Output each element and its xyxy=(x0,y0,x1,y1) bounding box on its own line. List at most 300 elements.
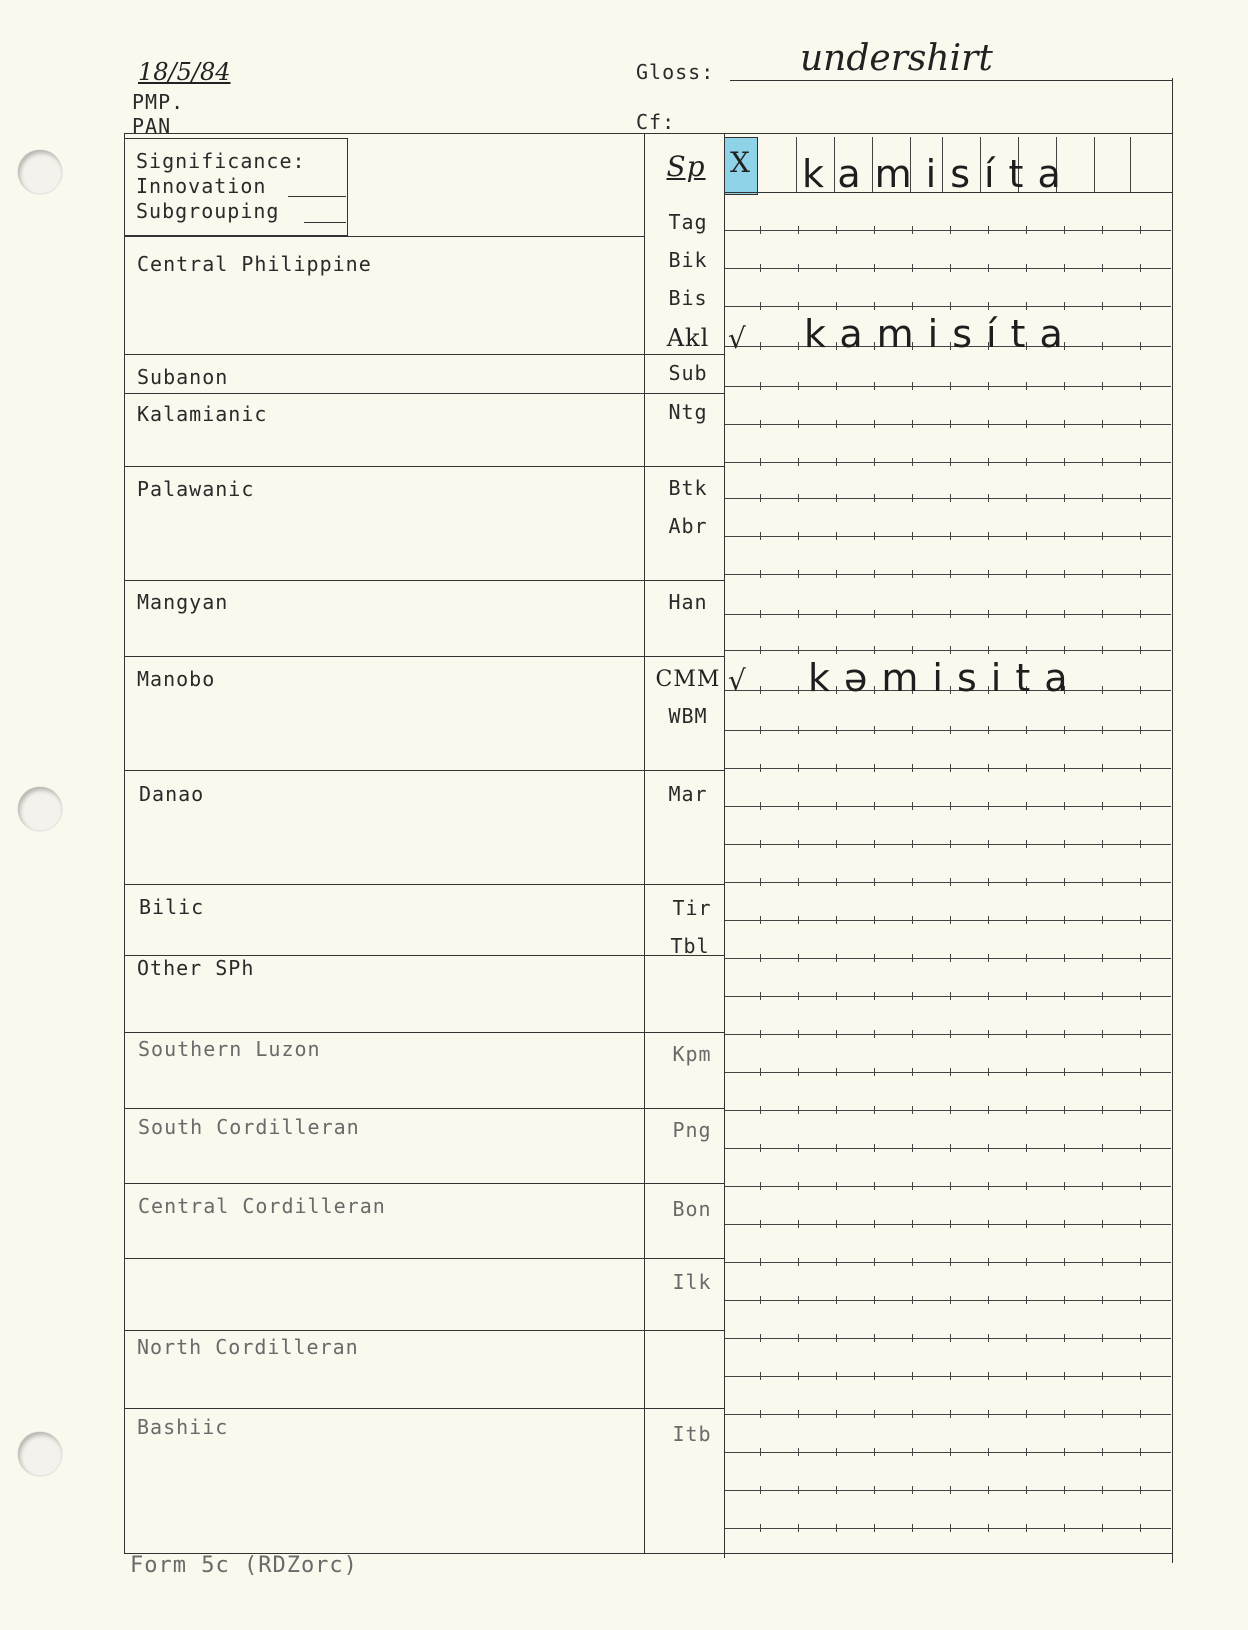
ruled-line-tick xyxy=(988,878,989,886)
ruled-line-tick xyxy=(874,458,875,466)
ruled-line-tick xyxy=(912,1410,913,1418)
ruled-line-tick xyxy=(1102,840,1103,848)
ruled-line-tick xyxy=(798,1524,799,1532)
ruled-line-tick xyxy=(798,420,799,428)
ruled-line xyxy=(725,806,1171,807)
ruled-line-tick xyxy=(1064,840,1065,848)
ruled-line xyxy=(725,1376,1171,1377)
language-abbr: Bis xyxy=(668,286,708,310)
ruled-line-tick xyxy=(950,532,951,540)
ruled-line-tick xyxy=(1064,1486,1065,1494)
ruled-line-tick xyxy=(1026,992,1027,1000)
ruled-line-tick xyxy=(760,840,761,848)
ruled-line-tick xyxy=(988,764,989,772)
ruled-line-tick xyxy=(912,726,913,734)
ruled-line-tick xyxy=(874,1106,875,1114)
ruled-line xyxy=(725,1072,1171,1073)
ruled-line-tick xyxy=(836,646,837,654)
ruled-line-tick xyxy=(760,420,761,428)
ruled-line-tick xyxy=(912,1524,913,1532)
ruled-line-tick xyxy=(836,1372,837,1380)
ruled-line-tick xyxy=(836,610,837,618)
group-separator xyxy=(124,580,724,581)
ruled-line-tick xyxy=(912,1448,913,1456)
ruled-line-tick xyxy=(950,646,951,654)
ruled-line-tick xyxy=(760,1182,761,1190)
ruled-line-tick xyxy=(836,1144,837,1152)
ruled-line xyxy=(725,844,1171,845)
ruled-line-tick xyxy=(760,686,761,694)
group-label: Central Cordilleran xyxy=(138,1194,386,1218)
ruled-line-tick xyxy=(1026,1220,1027,1228)
letter-cell-divider xyxy=(1094,137,1095,193)
language-abbr: Han xyxy=(668,590,708,614)
ruled-line-tick xyxy=(950,264,951,272)
ruled-line-tick xyxy=(912,1068,913,1076)
ruled-line-tick xyxy=(1102,302,1103,310)
ruled-line-tick xyxy=(1026,878,1027,886)
ruled-line-tick xyxy=(874,1486,875,1494)
ruled-line-tick xyxy=(1102,342,1103,350)
ruled-line-tick xyxy=(1140,1068,1141,1076)
ruled-line-tick xyxy=(760,1448,761,1456)
ruled-line-tick xyxy=(798,1182,799,1190)
ruled-line-tick xyxy=(950,1106,951,1114)
language-abbr: Ilk xyxy=(672,1270,712,1294)
ruled-line-tick xyxy=(1140,646,1141,654)
ruled-line-tick xyxy=(874,764,875,772)
ruled-line-tick xyxy=(760,916,761,924)
ruled-line-tick xyxy=(988,532,989,540)
ruled-line-tick xyxy=(798,610,799,618)
ruled-line-tick xyxy=(798,1372,799,1380)
language-abbr: Bik xyxy=(668,248,708,272)
ruled-line-tick xyxy=(1102,646,1103,654)
ruled-line-tick xyxy=(1102,992,1103,1000)
ruled-line-tick xyxy=(1026,264,1027,272)
ruled-line-tick xyxy=(988,302,989,310)
ruled-line-tick xyxy=(912,764,913,772)
ruled-line-tick xyxy=(1102,494,1103,502)
language-abbr: CMM xyxy=(655,667,721,692)
ruled-line-tick xyxy=(1064,1068,1065,1076)
ruled-line-tick xyxy=(1064,302,1065,310)
language-abbr: Tbl xyxy=(670,934,710,958)
ruled-line-tick xyxy=(1102,878,1103,886)
ruled-line-tick xyxy=(988,420,989,428)
language-abbr: Abr xyxy=(668,514,708,538)
ruled-line-tick xyxy=(1064,1182,1065,1190)
ruled-line-tick xyxy=(874,802,875,810)
binder-hole-bottom xyxy=(18,1432,62,1476)
group-separator xyxy=(124,884,724,885)
ruled-line-tick xyxy=(950,916,951,924)
ruled-line-tick xyxy=(1064,382,1065,390)
ruled-line-tick xyxy=(760,532,761,540)
ruled-line-tick xyxy=(836,1068,837,1076)
ruled-line-tick xyxy=(1140,532,1141,540)
language-abbr: Tir xyxy=(672,896,712,920)
ruled-line-tick xyxy=(1064,570,1065,578)
ruled-line-tick xyxy=(798,1220,799,1228)
ruled-line-tick xyxy=(1026,1296,1027,1304)
group-separator xyxy=(124,393,724,394)
ruled-line-tick xyxy=(912,916,913,924)
ruled-line-tick xyxy=(1026,570,1027,578)
ruled-line-tick xyxy=(874,226,875,234)
ruled-line-tick xyxy=(760,1524,761,1532)
group-label: Bilic xyxy=(139,895,205,919)
ruled-line-tick xyxy=(760,1030,761,1038)
ruled-line-tick xyxy=(988,1258,989,1266)
ruled-line-tick xyxy=(950,570,951,578)
ruled-line-tick xyxy=(950,726,951,734)
ruled-line-tick xyxy=(1102,1334,1103,1342)
language-abbr: Akl xyxy=(666,324,710,352)
ruled-line-tick xyxy=(836,1486,837,1494)
group-label: Southern Luzon xyxy=(138,1037,321,1061)
ruled-line-tick xyxy=(1026,764,1027,772)
ruled-line-tick xyxy=(874,1448,875,1456)
language-abbr: Sub xyxy=(668,361,708,385)
ruled-line xyxy=(725,498,1171,499)
ruled-line-tick xyxy=(836,764,837,772)
ruled-line-tick xyxy=(1064,1106,1065,1114)
ruled-line-tick xyxy=(760,646,761,654)
ruled-line-tick xyxy=(760,1144,761,1152)
ruled-line-tick xyxy=(1026,1372,1027,1380)
ruled-line-tick xyxy=(1026,1258,1027,1266)
ruled-line-tick xyxy=(798,1486,799,1494)
ruled-line-tick xyxy=(836,1106,837,1114)
ruled-line-tick xyxy=(912,802,913,810)
ruled-line-tick xyxy=(760,878,761,886)
ruled-line-tick xyxy=(836,1524,837,1532)
ruled-line-tick xyxy=(1140,1296,1141,1304)
ruled-line-tick xyxy=(798,570,799,578)
ruled-line xyxy=(725,1034,1171,1035)
ruled-line-tick xyxy=(950,382,951,390)
ruled-line-tick xyxy=(1064,764,1065,772)
ruled-line xyxy=(725,268,1171,269)
ruled-line-tick xyxy=(1140,916,1141,924)
ruled-line-tick xyxy=(950,1258,951,1266)
ruled-line-tick xyxy=(912,494,913,502)
ruled-line-tick xyxy=(836,1448,837,1456)
ruled-line-tick xyxy=(950,302,951,310)
ruled-line-tick xyxy=(988,264,989,272)
ruled-line-tick xyxy=(1064,726,1065,734)
ruled-line-tick xyxy=(1140,1486,1141,1494)
ruled-line-tick xyxy=(1064,1144,1065,1152)
ruled-line-tick xyxy=(874,1182,875,1190)
ruled-line-tick xyxy=(912,226,913,234)
ruled-line-tick xyxy=(1140,1220,1141,1228)
ruled-line-tick xyxy=(760,1068,761,1076)
language-abbr: WBM xyxy=(668,704,708,728)
group-separator xyxy=(124,1108,724,1109)
ruled-line-tick xyxy=(874,1410,875,1418)
ruled-line-tick xyxy=(874,610,875,618)
ruled-line-tick xyxy=(798,382,799,390)
ruled-line-tick xyxy=(1102,1182,1103,1190)
ruled-line-tick xyxy=(912,420,913,428)
ruled-line-tick xyxy=(1064,420,1065,428)
language-abbr: Bon xyxy=(672,1197,712,1221)
ruled-line-tick xyxy=(950,992,951,1000)
language-abbr: Itb xyxy=(672,1422,712,1446)
ruled-line-tick xyxy=(798,1410,799,1418)
ruled-line-tick xyxy=(798,342,799,350)
ruled-line-tick xyxy=(988,992,989,1000)
ruled-line-tick xyxy=(836,420,837,428)
gloss-value-handwritten: undershirt xyxy=(800,38,993,79)
ruled-line-tick xyxy=(912,382,913,390)
ruled-line-tick xyxy=(912,1296,913,1304)
ruled-line-tick xyxy=(1140,1106,1141,1114)
ruled-line-tick xyxy=(1140,1334,1141,1342)
ruled-line-tick xyxy=(760,226,761,234)
ruled-line-tick xyxy=(874,1296,875,1304)
ruled-line-tick xyxy=(1064,264,1065,272)
ruled-line-tick xyxy=(950,1182,951,1190)
binder-hole-middle xyxy=(18,787,62,831)
ruled-line-tick xyxy=(874,646,875,654)
ruled-line-tick xyxy=(836,840,837,848)
ruled-line-tick xyxy=(950,1068,951,1076)
ruled-line-tick xyxy=(798,1448,799,1456)
ruled-line-tick xyxy=(950,1144,951,1152)
ruled-line-tick xyxy=(1064,802,1065,810)
ruled-line-tick xyxy=(798,1030,799,1038)
group-separator xyxy=(124,1258,724,1259)
ruled-line xyxy=(725,1262,1171,1263)
ruled-line-tick xyxy=(1140,420,1141,428)
binder-hole-top xyxy=(18,150,62,194)
ruled-line-tick xyxy=(1064,1220,1065,1228)
ruled-line-tick xyxy=(988,1372,989,1380)
ruled-line-tick xyxy=(988,1106,989,1114)
ruled-line-tick xyxy=(988,610,989,618)
ruled-line-tick xyxy=(1102,264,1103,272)
ruled-line-tick xyxy=(874,1334,875,1342)
ruled-line-tick xyxy=(950,1220,951,1228)
ruled-line-tick xyxy=(1140,494,1141,502)
frame-right xyxy=(1172,78,1173,1563)
ruled-line-tick xyxy=(760,1258,761,1266)
ruled-line-tick xyxy=(988,1334,989,1342)
ruled-line-tick xyxy=(1140,1524,1141,1532)
ruled-line-tick xyxy=(798,494,799,502)
ruled-line-tick xyxy=(950,1334,951,1342)
ruled-line-tick xyxy=(1064,458,1065,466)
ruled-line-tick xyxy=(798,802,799,810)
entry-form: kəmisita xyxy=(808,656,1082,700)
ruled-line-tick xyxy=(1102,610,1103,618)
language-abbr: Ntg xyxy=(668,400,708,424)
group-separator xyxy=(124,656,724,657)
ruled-line-tick xyxy=(874,494,875,502)
ruled-line xyxy=(725,958,1171,959)
ruled-line-tick xyxy=(760,1296,761,1304)
ruled-line xyxy=(725,462,1171,463)
ruled-line-tick xyxy=(874,302,875,310)
ruled-line-tick xyxy=(1026,226,1027,234)
ruled-line-tick xyxy=(1064,646,1065,654)
ruled-line-tick xyxy=(1140,458,1141,466)
group-label: Bashiic xyxy=(137,1415,229,1439)
ruled-line-tick xyxy=(760,802,761,810)
ruled-line-tick xyxy=(1102,458,1103,466)
ruled-line xyxy=(725,1338,1171,1339)
language-abbr: Mar xyxy=(668,782,708,806)
ruled-line-tick xyxy=(1140,264,1141,272)
language-abbr: Kpm xyxy=(672,1042,712,1066)
ruled-line-tick xyxy=(836,264,837,272)
group-label: Other SPh xyxy=(137,956,255,980)
ruled-line-tick xyxy=(912,1144,913,1152)
ruled-line-tick xyxy=(1026,420,1027,428)
ruled-line-tick xyxy=(1102,954,1103,962)
ruled-line-tick xyxy=(874,726,875,734)
ruled-line-tick xyxy=(1140,992,1141,1000)
ruled-line-tick xyxy=(912,1486,913,1494)
ruled-line-tick xyxy=(950,1448,951,1456)
ruled-line-tick xyxy=(950,420,951,428)
ruled-line-tick xyxy=(988,226,989,234)
group-separator xyxy=(124,1408,724,1409)
ruled-line-tick xyxy=(836,382,837,390)
ruled-line xyxy=(725,1528,1171,1529)
ruled-line-tick xyxy=(1064,494,1065,502)
ruled-line-tick xyxy=(988,1410,989,1418)
ruled-line-tick xyxy=(1026,1486,1027,1494)
entry-mark: √ xyxy=(728,664,746,697)
ruled-line-tick xyxy=(1026,1144,1027,1152)
ruled-line xyxy=(725,536,1171,537)
subgrouping-label: Subgrouping xyxy=(136,199,280,223)
ruled-line-tick xyxy=(912,1258,913,1266)
ruled-line-tick xyxy=(798,954,799,962)
ruled-line-tick xyxy=(836,494,837,502)
group-separator xyxy=(124,466,724,467)
ruled-line-tick xyxy=(1102,382,1103,390)
group-separator xyxy=(124,1183,724,1184)
ruled-line-tick xyxy=(874,1524,875,1532)
ruled-line-tick xyxy=(1102,1296,1103,1304)
ruled-line-tick xyxy=(912,1030,913,1038)
ruled-line-tick xyxy=(836,532,837,540)
ruled-line-tick xyxy=(836,878,837,886)
ruled-line-tick xyxy=(760,1372,761,1380)
entry-form: kamisíta xyxy=(804,312,1077,356)
ruled-line-tick xyxy=(1026,302,1027,310)
ruled-line-tick xyxy=(912,840,913,848)
ruled-line-tick xyxy=(988,840,989,848)
ruled-line-tick xyxy=(1026,646,1027,654)
ruled-line-tick xyxy=(912,1106,913,1114)
ruled-line-tick xyxy=(1140,1182,1141,1190)
group-separator xyxy=(124,1032,724,1033)
ruled-line-tick xyxy=(950,1524,951,1532)
ruled-line-tick xyxy=(950,954,951,962)
ruled-line-tick xyxy=(874,878,875,886)
ruled-line xyxy=(725,424,1171,425)
ruled-line-tick xyxy=(1140,302,1141,310)
group-label: Subanon xyxy=(137,365,229,389)
ruled-line-tick xyxy=(1140,382,1141,390)
ruled-line-tick xyxy=(1026,494,1027,502)
ruled-line-tick xyxy=(1140,764,1141,772)
ruled-line-tick xyxy=(760,342,761,350)
ruled-line-tick xyxy=(1102,686,1103,694)
ruled-line-tick xyxy=(1102,1258,1103,1266)
ruled-line-tick xyxy=(874,840,875,848)
gloss-underline xyxy=(730,80,1172,81)
ruled-line-tick xyxy=(988,1524,989,1532)
ruled-line-tick xyxy=(798,878,799,886)
ruled-line-tick xyxy=(912,458,913,466)
ruled-line-tick xyxy=(760,382,761,390)
entry-mark: √ xyxy=(728,322,746,355)
ruled-line-tick xyxy=(874,264,875,272)
ruled-line-tick xyxy=(1026,916,1027,924)
ruled-line-tick xyxy=(988,1486,989,1494)
significance-box-bottom xyxy=(124,236,644,237)
ruled-line-tick xyxy=(798,532,799,540)
ruled-line-tick xyxy=(836,726,837,734)
ruled-line-tick xyxy=(988,802,989,810)
ruled-line-tick xyxy=(836,1030,837,1038)
ruled-line xyxy=(725,1186,1171,1187)
ruled-line-tick xyxy=(1140,226,1141,234)
ruled-line-tick xyxy=(988,646,989,654)
ruled-line-tick xyxy=(1026,1106,1027,1114)
significance-title: Significance: xyxy=(136,149,306,173)
ruled-line-tick xyxy=(1102,1524,1103,1532)
ruled-line-tick xyxy=(950,226,951,234)
ruled-line-tick xyxy=(1102,1144,1103,1152)
group-label: Danao xyxy=(139,782,205,806)
ruled-line-tick xyxy=(912,992,913,1000)
ruled-line xyxy=(725,1452,1171,1453)
pmp-label: PMP. xyxy=(132,90,185,114)
ruled-line-tick xyxy=(912,1334,913,1342)
ruled-line-tick xyxy=(798,992,799,1000)
ruled-line-tick xyxy=(1064,878,1065,886)
ruled-line-tick xyxy=(874,1372,875,1380)
innovation-blank xyxy=(288,196,346,197)
ruled-line-tick xyxy=(988,494,989,502)
ruled-line-tick xyxy=(950,878,951,886)
ruled-line-tick xyxy=(798,686,799,694)
ruled-line-tick xyxy=(1026,458,1027,466)
ruled-line-tick xyxy=(912,264,913,272)
ruled-line-tick xyxy=(760,1334,761,1342)
ruled-line-tick xyxy=(1140,878,1141,886)
group-label: South Cordilleran xyxy=(138,1115,360,1139)
ruled-line-tick xyxy=(950,764,951,772)
ruled-line-tick xyxy=(760,458,761,466)
ruled-line-tick xyxy=(912,1220,913,1228)
ruled-line-tick xyxy=(1140,1372,1141,1380)
ruled-line-tick xyxy=(950,610,951,618)
ruled-line-tick xyxy=(798,1144,799,1152)
ruled-line-tick xyxy=(950,1486,951,1494)
date-handwritten: 18/5/84 xyxy=(138,58,231,86)
ruled-line-tick xyxy=(798,1334,799,1342)
ruled-line-tick xyxy=(1064,1334,1065,1342)
